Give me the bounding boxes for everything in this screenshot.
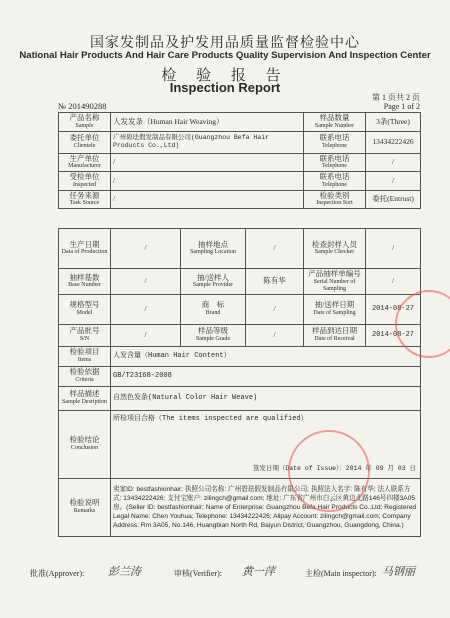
conclusion-cell — [111, 410, 421, 478]
page-line-en: Page 1 of 2 — [383, 102, 420, 111]
center-title-cn: 国家发制品及护发用品质量监督检验中心 — [90, 36, 360, 51]
criteria-label: 检验依据 Criteria — [59, 366, 111, 386]
model-value: / — [111, 294, 181, 324]
criteria-value: GB/T23168-2008 — [111, 366, 421, 386]
verifier-signature: 黄一萍 — [242, 565, 275, 578]
items-label: 检验项目 Items — [59, 346, 111, 366]
conclusion-label: 检验结论 Conclusion — [59, 410, 111, 478]
checker-value: / — [366, 229, 421, 269]
task-value: / — [111, 190, 304, 209]
sample-date-value: 2014-08-27 — [366, 294, 421, 324]
official-stamp-center — [288, 430, 370, 512]
approver-signature: 彭兰涛 — [108, 565, 141, 578]
mfr-label: 生产单位 Manufacturer — [59, 153, 111, 172]
brand-value: / — [246, 294, 304, 324]
main-inspector-signature: 马钢丽 — [382, 565, 415, 578]
loc-label: 抽样地点 Sampling Location — [181, 229, 246, 269]
brand-label: 商 标 Brand — [181, 294, 246, 324]
report-title-en: Inspection Report — [169, 80, 281, 95]
provider-value: 陈有华 — [246, 269, 304, 295]
tel2-label: 联系电话 Telephone — [304, 153, 366, 172]
verifier-label: 审核(Verifier): — [174, 569, 222, 578]
base-value: / — [111, 269, 181, 295]
description-label: 样品描述 Sample Desription — [59, 386, 111, 410]
description-value: 自然色发条(Natural Color Hair Weave) — [111, 386, 421, 410]
base-label: 抽样基数 Base Number — [59, 269, 111, 295]
main-inspector-label: 主检(Main inspector): — [305, 569, 377, 578]
tel-value: 13434222426 — [366, 131, 421, 153]
sort-value: 委托(Entrust) — [366, 190, 421, 209]
tel3-value: / — [366, 172, 421, 191]
qty-value: 3条(Three) — [366, 113, 421, 132]
inspected-value: / — [111, 172, 304, 191]
sn-label: 产品批号 S/N — [59, 324, 111, 346]
page-line-cn: 第 1 页共 2 页 — [372, 93, 420, 102]
sn-value: / — [111, 324, 181, 346]
client-value: 广州碧珐假发制品有限公司(Guangzhou Befa Hair Products Co.,Ltd) — [111, 131, 304, 153]
approver-label: 批准(Approver): — [30, 569, 85, 578]
serial-label: 产品抽样单编号 Serial Number of Sampling — [304, 269, 366, 295]
prod-date-label: 生产日期 Data of Production — [59, 229, 111, 269]
items-value: 人发含量（Human Hair Content） — [111, 346, 421, 366]
page-indicator — [372, 93, 420, 111]
loc-value: / — [246, 229, 304, 269]
remarks-label: 检验说明 Remarks — [59, 478, 111, 536]
sample-label: 产品名称 Sample — [59, 113, 111, 132]
sample-value: 人发发条（Human Hair Weaving） — [111, 113, 304, 132]
receival-date-value: 2014-08-27 — [366, 324, 421, 346]
inspected-label: 受检单位 Inspected — [59, 172, 111, 191]
mfr-value: / — [111, 153, 304, 172]
sample-date-label: 抽/送样日期 Date of Sampling — [304, 294, 366, 324]
qty-label: 样品数量 Sample Number — [304, 113, 366, 132]
serial-value: / — [366, 269, 421, 295]
report-title-cn: 检 验 报 告 — [161, 68, 289, 84]
remarks-value: 卖家ID: bestfashionhair; 执照公司名称: 广州碧珐假发制品有限公司; 执照法人名字: 陈有华; 法人联系方式: 13434222426; 支付宝账户: zilingch@gmail.com; 地址: 广东省广州市白云区黄边北路146号四楼3A05房。(Seller ID: bestfashionhair; Name of Enterprise: Guangzhou Befa Hair Products Co.,Ltd; Registered Legal Name: Chen Youhua; Telephone: 13434222426; Alipay Account: zilingch@gmail.com; Company Address: Rm 3A05, No.146, Huangbian North Rd, Baiyun District, Guangzhou, Guangdong, China.) — [111, 478, 421, 536]
provider-label: 抽/送样人 Sample Provider — [181, 269, 246, 295]
client-label: 委托单位 Clientele — [59, 131, 111, 153]
tel-label: 联系电话 Telephone — [304, 131, 366, 153]
sort-label: 检验类别 Inspection Sort — [304, 190, 366, 209]
tel3-label: 联系电话 Telephone — [304, 172, 366, 191]
task-label: 任务来源 Task Source — [59, 190, 111, 209]
grade-label: 样品等级 Sample Grade — [181, 324, 246, 346]
receival-date-label: 样品到达日期 Date of Receival — [304, 324, 366, 346]
report-number: № 201490288 — [58, 101, 107, 111]
tel2-value: / — [366, 153, 421, 172]
model-label: 规格型号 Model — [59, 294, 111, 324]
checker-label: 检查封样人员 Sample Checker — [304, 229, 366, 269]
conclusion-value: 所检项目合格（The items inspected are qualified） — [113, 414, 308, 423]
spacer-row — [59, 209, 421, 229]
grade-value: / — [246, 324, 304, 346]
prod-date-value: / — [111, 229, 181, 269]
center-title-en: National Hair Products And Hair Care Products Quality Supervision And Inspection Center — [19, 50, 431, 61]
issue-date: 签发日期（Date of Issue）：2014 年 09 月 03 日 — [252, 465, 416, 472]
